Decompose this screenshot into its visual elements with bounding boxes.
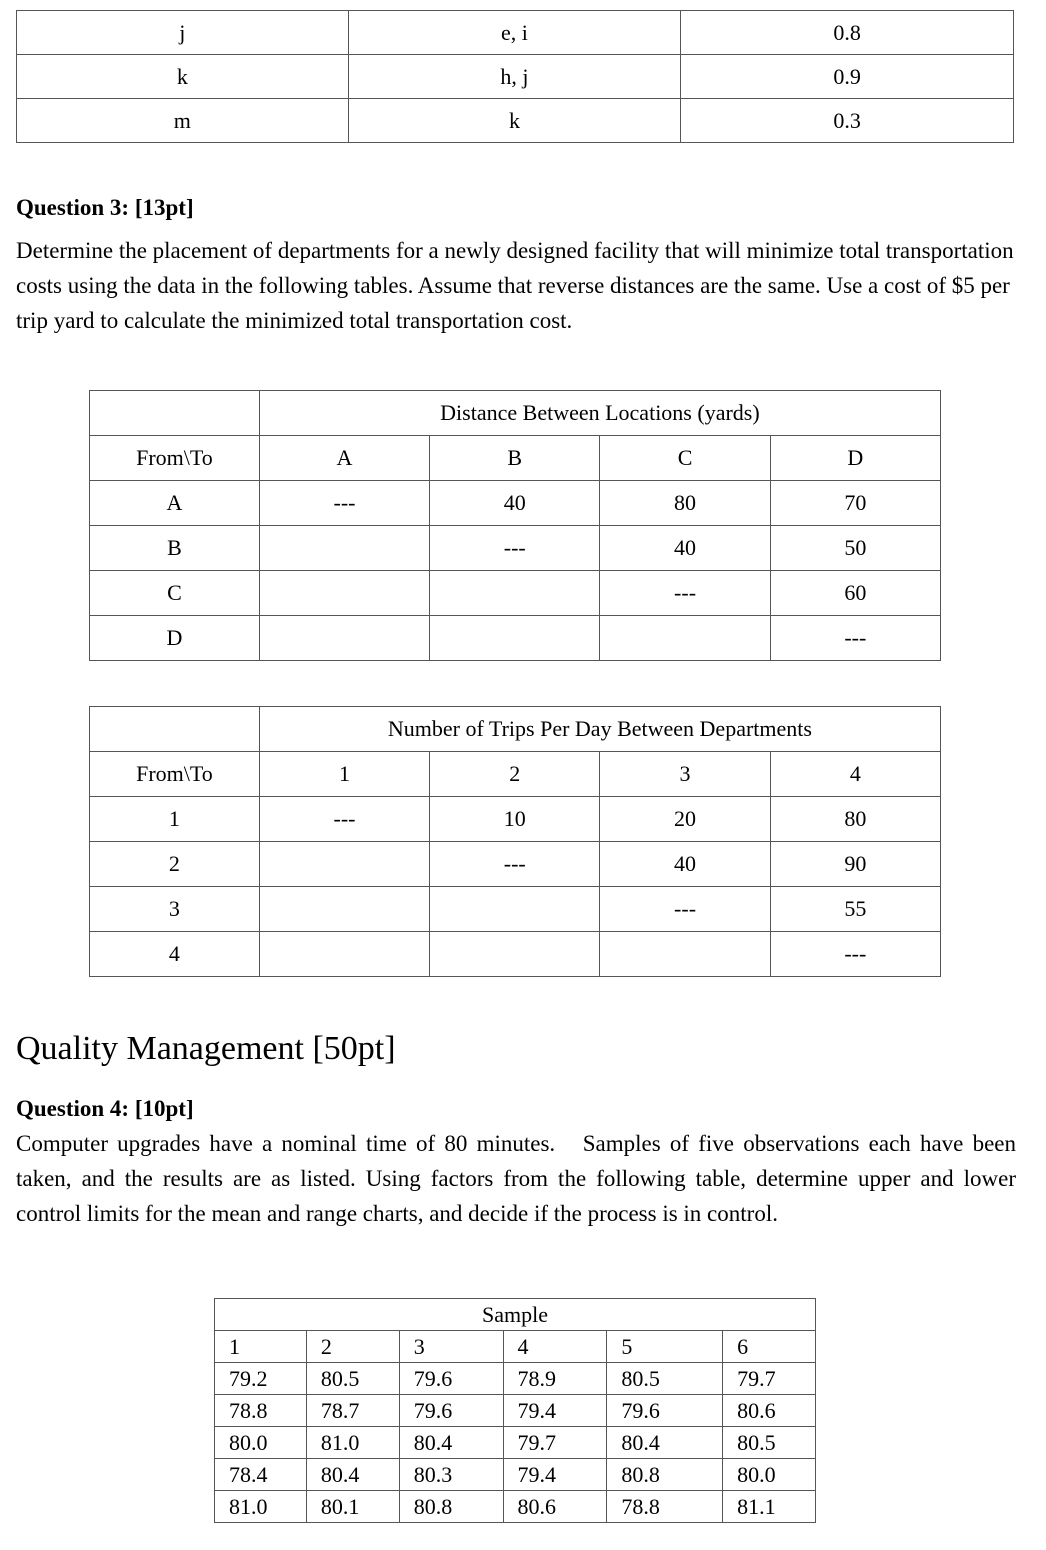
distance-table: [89, 390, 941, 661]
table-cell: 80.0: [723, 1459, 816, 1491]
table-cell: 40: [600, 842, 770, 887]
sample-table-title: Sample: [215, 1299, 816, 1331]
top-table: [16, 10, 1014, 143]
column-header: 4: [770, 752, 940, 797]
table-cell: ---: [430, 526, 600, 571]
table-cell: 90: [770, 842, 940, 887]
column-header: B: [430, 436, 600, 481]
table-cell: m: [17, 99, 349, 143]
table-cell: 80.6: [723, 1395, 816, 1427]
table-cell: 79.7: [503, 1427, 607, 1459]
column-header: From\To: [90, 436, 260, 481]
table-row: [215, 1491, 816, 1523]
table-cell: e, i: [348, 11, 681, 55]
table-cell: k: [348, 99, 681, 143]
table-cell: 79.6: [607, 1395, 723, 1427]
table-row: [215, 1395, 816, 1427]
table-title-row: [90, 707, 941, 752]
table-cell: [259, 932, 429, 977]
table-cell: 20: [600, 797, 770, 842]
table-cell: [259, 887, 429, 932]
table-cell: [259, 571, 429, 616]
table-row: [90, 526, 941, 571]
column-header: D: [770, 436, 940, 481]
sample-table: [214, 1298, 816, 1523]
table-cell: ---: [600, 571, 770, 616]
table-row: [90, 571, 941, 616]
table-cell: 79.6: [399, 1363, 503, 1395]
table-cell: 80.4: [306, 1459, 399, 1491]
column-header: From\To: [90, 752, 260, 797]
table-cell: [430, 887, 600, 932]
table-cell: B: [90, 526, 260, 571]
table-row: [90, 616, 941, 661]
table-cell: 2: [90, 842, 260, 887]
table-cell: h, j: [348, 55, 681, 99]
table-cell: 81.0: [306, 1427, 399, 1459]
table-cell: 80.1: [306, 1491, 399, 1523]
table-cell: [259, 842, 429, 887]
question3-heading: Question 3: [13pt]: [16, 195, 194, 220]
trips-table: [89, 706, 941, 977]
table-cell: [259, 616, 429, 661]
column-header: 2: [430, 752, 600, 797]
table-cell: j: [17, 11, 349, 55]
table-cell: 55: [770, 887, 940, 932]
column-header: 1: [259, 752, 429, 797]
question3-text: Determine the placement of departments for a newly designed facility that will minimize total transportation costs using the data in the following tables. Assume that reverse distances are the same. Use a cost of $5 per trip yard to calculate the minimized total transportation cost.: [16, 238, 1014, 333]
table-cell: ---: [259, 797, 429, 842]
table-cell: 78.7: [306, 1395, 399, 1427]
table-cell: 81.1: [723, 1491, 816, 1523]
table-cell: 80.3: [399, 1459, 503, 1491]
section-title: Quality Management [50pt]: [16, 1030, 396, 1067]
table-cell: 80.4: [607, 1427, 723, 1459]
table-cell: 0.9: [681, 55, 1014, 99]
table-cell: A: [90, 481, 260, 526]
table-cell: 0.8: [681, 11, 1014, 55]
table-header-row: [215, 1331, 816, 1363]
table-cell: 80: [770, 797, 940, 842]
table-cell: 79.7: [723, 1363, 816, 1395]
question4-text: Computer upgrades have a nominal time of 80 minutes. Samples of five observations each have been taken, and the results are as listed. Using factors from the following table, determine upper and lower control limits for the mean and range charts, and decide if the process is in control.: [16, 1131, 1022, 1226]
trips-table-title: Number of Trips Per Day Between Departments: [259, 707, 940, 752]
table-cell: [430, 571, 600, 616]
table-cell: ---: [770, 616, 940, 661]
table-cell: 78.4: [215, 1459, 307, 1491]
table-cell: 79.4: [503, 1395, 607, 1427]
table-cell: 78.9: [503, 1363, 607, 1395]
table-row: [90, 932, 941, 977]
table-cell: 80.8: [399, 1491, 503, 1523]
table-row: [90, 842, 941, 887]
table-cell: 80.8: [607, 1459, 723, 1491]
table-cell: [430, 616, 600, 661]
table-cell: 3: [90, 887, 260, 932]
table-header-row: [90, 436, 941, 481]
table-cell: 80.5: [306, 1363, 399, 1395]
table-cell: ---: [600, 887, 770, 932]
table-row: [17, 55, 1014, 99]
table-row: [90, 887, 941, 932]
table-row: [17, 11, 1014, 55]
table-cell: 1: [90, 797, 260, 842]
table-row: [17, 99, 1014, 143]
column-header: C: [600, 436, 770, 481]
table-cell: 50: [770, 526, 940, 571]
table-cell: ---: [430, 842, 600, 887]
table-cell: ---: [259, 481, 429, 526]
table-cell: ---: [770, 932, 940, 977]
table-title-row: [90, 391, 941, 436]
column-header: 4: [503, 1331, 607, 1363]
table-title-row: [215, 1299, 816, 1331]
table-cell: 80.6: [503, 1491, 607, 1523]
table-cell: 70: [770, 481, 940, 526]
table-cell: 80.4: [399, 1427, 503, 1459]
table-cell: 78.8: [607, 1491, 723, 1523]
table-cell: 81.0: [215, 1491, 307, 1523]
table-row: [90, 797, 941, 842]
table-cell: 80: [600, 481, 770, 526]
column-header: 3: [399, 1331, 503, 1363]
column-header: 3: [600, 752, 770, 797]
table-cell: 0.3: [681, 99, 1014, 143]
table-cell: 40: [430, 481, 600, 526]
table-cell: 40: [600, 526, 770, 571]
question4-heading: Question 4: [10pt]: [16, 1096, 194, 1121]
table-cell: 10: [430, 797, 600, 842]
table-cell: D: [90, 616, 260, 661]
table-cell: 80.5: [607, 1363, 723, 1395]
table-cell: C: [90, 571, 260, 616]
table-cell: k: [17, 55, 349, 99]
table-cell: [600, 932, 770, 977]
table-cell: [430, 932, 600, 977]
table-row: [215, 1459, 816, 1491]
table-cell: 79.2: [215, 1363, 307, 1395]
table-cell: 78.8: [215, 1395, 307, 1427]
table-cell: 80.5: [723, 1427, 816, 1459]
column-header: 1: [215, 1331, 307, 1363]
table-row: [215, 1363, 816, 1395]
column-header: 6: [723, 1331, 816, 1363]
table-cell: [600, 616, 770, 661]
table-header-row: [90, 752, 941, 797]
column-header: A: [259, 436, 429, 481]
table-cell: 60: [770, 571, 940, 616]
distance-table-title: Distance Between Locations (yards): [259, 391, 940, 436]
table-cell: 80.0: [215, 1427, 307, 1459]
table-cell: 79.6: [399, 1395, 503, 1427]
column-header: 2: [306, 1331, 399, 1363]
table-row: [215, 1427, 816, 1459]
table-cell: 79.4: [503, 1459, 607, 1491]
table-cell: 4: [90, 932, 260, 977]
column-header: 5: [607, 1331, 723, 1363]
table-cell: [259, 526, 429, 571]
table-row: [90, 481, 941, 526]
